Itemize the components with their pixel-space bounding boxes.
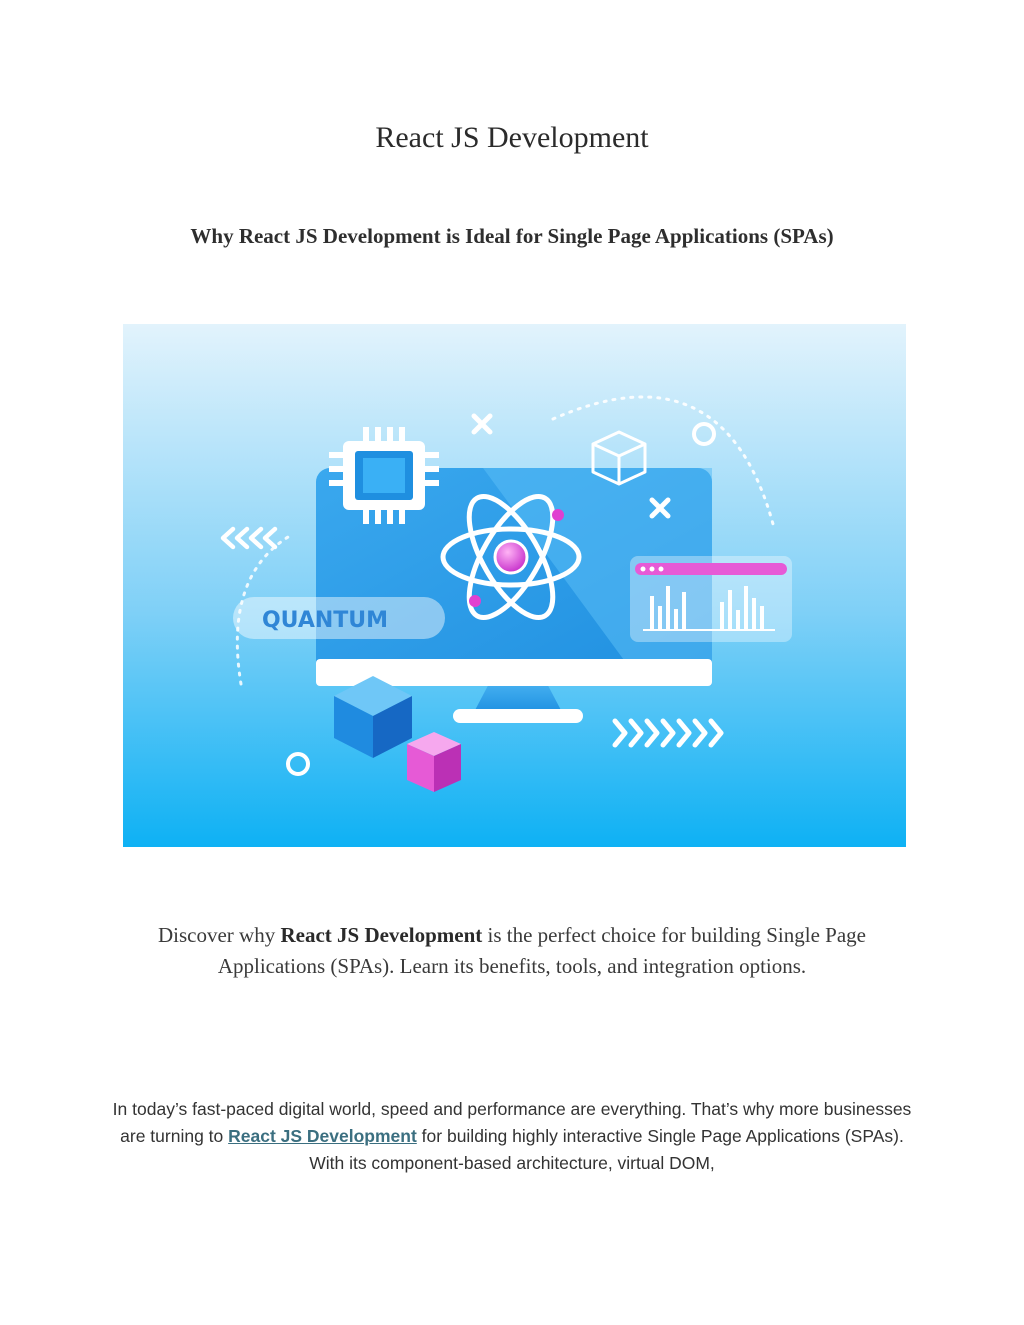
quantum-badge: QUANTUM <box>261 608 389 633</box>
react-js-development-link[interactable]: React JS Development <box>228 1126 417 1146</box>
intro-bold-keyword: React JS Development <box>280 923 483 947</box>
cube-pink-icon <box>407 732 461 792</box>
page-title: React JS Development <box>375 121 649 154</box>
page-subtitle: Why React JS Development is Ideal for Single Page Applications (SPAs) <box>190 224 834 248</box>
bar-chart-icon <box>630 556 792 642</box>
intro-paragraph <box>112 920 912 982</box>
intro-text-start: Discover why <box>157 923 281 947</box>
intro-text-end: is the perfect choice for building Single Page Applications (SPAs). Learn its benefits, tools, and integration options. <box>217 923 866 978</box>
body-paragraph <box>112 1096 912 1177</box>
body-text-end: for building highly interactive Single Page Applications (SPAs). With its component-based architecture, virtual DOM, <box>309 1126 904 1173</box>
hero-illustration <box>123 324 906 847</box>
body-text-start: In today’s fast-paced digital world, speed and performance are everything. That’s why more businesses are turning to <box>112 1099 912 1146</box>
